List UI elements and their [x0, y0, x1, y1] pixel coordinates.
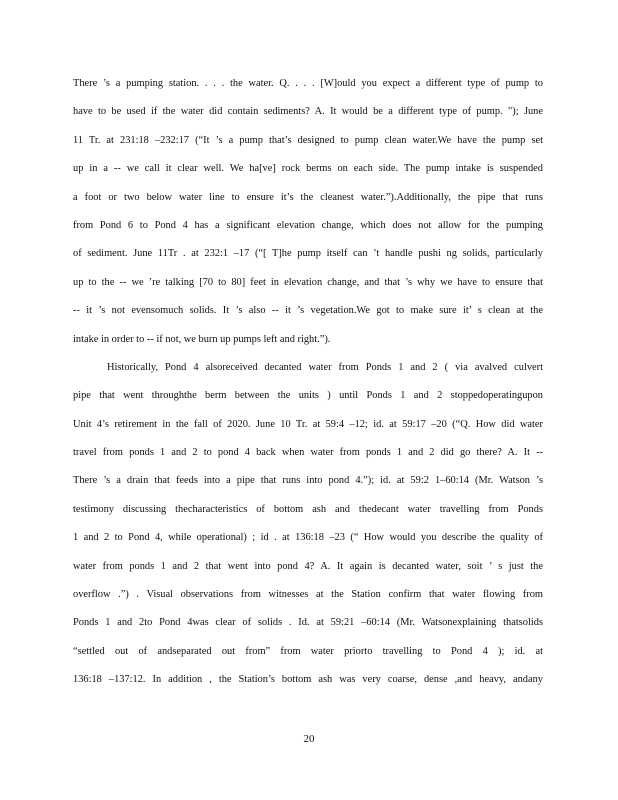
- text-line: testimony discussing thecharacteristics of bottom ash and thedecant water travelling from Ponds: [73, 503, 543, 515]
- text-line: up to the -- we ’re talking [70 to 80] feet in elevation change, and that ’s why we have to ensure that: [73, 276, 543, 288]
- text-line: a foot or two below water line to ensure it’s the cleanest water.”).Additionally, the pipe that runs: [73, 191, 543, 203]
- text-line: “settled out of andseparated out from” from water priorto travelling to Pond 4 ); id. at: [73, 645, 543, 657]
- text-line: overflow .”) . Visual observations from witnesses at the Station confirm that water flowing from: [73, 589, 543, 601]
- text-line: 11 Tr. at 231:18 –232:17 (“It ’s a pump that’s designed to pump clean water.We have the pump set: [73, 134, 543, 146]
- text-line: 1 and 2 to Pond 4, while operational) ; id . at 136:18 –23 (“ How would you describe the quality of: [73, 532, 543, 544]
- text-line: -- it ’s not evensomuch solids. It ’s also -- it ’s vegetation.We got to make sure it’ s clean at the: [73, 305, 543, 317]
- text-line: There ’s a pumping station. . . . the water. Q. . . . [W]ould you expect a different type of pump to: [73, 78, 543, 89]
- text-line: 136:18 –137:12. In addition , the Station’s bottom ash was very coarse, dense ,and heavy, andany: [73, 674, 543, 686]
- text-line: There ’s a drain that feeds into a pipe that runs into pond 4.”); id. at 59:2 1–60:14 (Mr. Watson ’s: [73, 475, 543, 487]
- body-text: [73, 70, 543, 695]
- text-line: Unit 4’s retirement in the fall of 2020. June 10 Tr. at 59:4 –12; id. at 59:17 –20 (“Q. How did water: [73, 418, 543, 430]
- text-line: up in a -- we call it clear well. We ha[ve] rock berms on each side. The pump intake is suspended: [73, 163, 543, 175]
- text-line: Ponds 1 and 2to Pond 4was clear of solids . Id. at 59:21 –60:14 (Mr. Watsonexplaining thatsolids: [73, 617, 543, 629]
- text-line: of sediment. June 11Tr . at 232:1 –17 (“[ T]he pump itself can ’t handle pushi ng solids, particularly: [73, 248, 543, 260]
- page-number: 20: [303, 733, 315, 745]
- text-line: pipe that went throughthe berm between the units ) until Ponds 1 and 2 stoppedoperatingupon: [73, 390, 543, 402]
- text-line: travel from ponds 1 and 2 to pond 4 back when water from ponds 1 and 2 did go there? A. It --: [73, 447, 543, 459]
- text-line: from Pond 6 to Pond 4 has a significant elevation change, which does not allow for the pumping: [73, 219, 543, 231]
- paragraph-first-line: Historically, Pond 4 alsoreceived decanted water from Ponds 1 and 2 ( via avalved culvert: [107, 361, 543, 373]
- text-line: have to be used if the water did contain sediments? A. It would be a different type of pump. "); June: [73, 106, 543, 118]
- text-line: water from ponds 1 and 2 that went into pond 4? A. It again is decanted water, soit ’ s just the: [73, 560, 543, 572]
- text-line: intake in order to -- if not, we burn up pumps left and right.”).: [73, 333, 331, 345]
